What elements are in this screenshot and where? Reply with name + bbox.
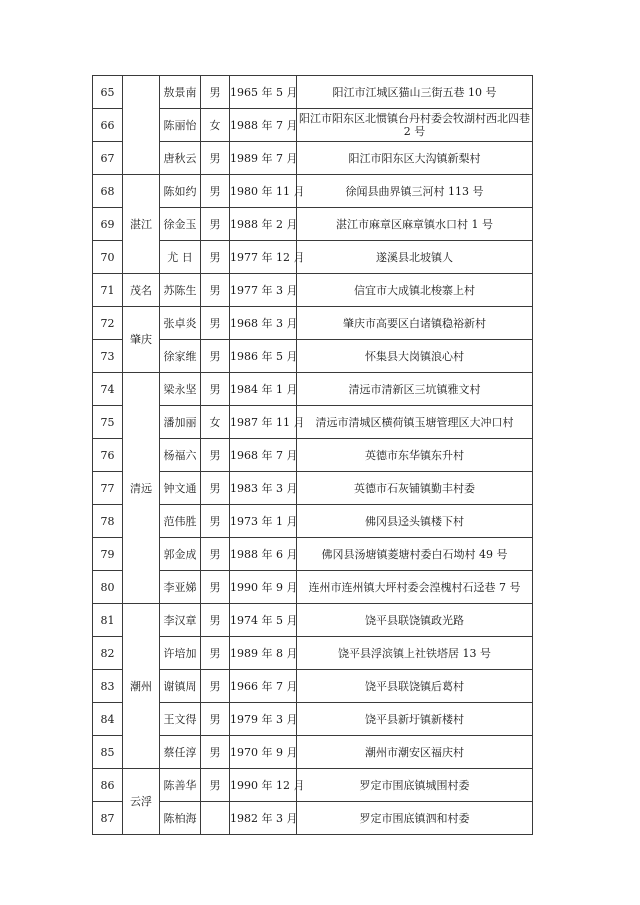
address-cell: 饶平县新圩镇新楼村	[297, 703, 533, 736]
city-cell	[123, 76, 160, 175]
table-row	[93, 373, 533, 406]
sex-cell: 男	[201, 472, 230, 505]
row-number: 68	[93, 175, 123, 208]
table-row	[93, 175, 533, 208]
name-cell: 苏陈生	[160, 274, 201, 307]
sex-cell: 男	[201, 142, 230, 175]
name-cell: 许培加	[160, 637, 201, 670]
birth-date-cell: 1974 年 5 月	[230, 604, 297, 637]
row-number: 74	[93, 373, 123, 406]
sex-cell: 男	[201, 307, 230, 340]
sex-cell: 男	[201, 505, 230, 538]
address-cell: 潮州市潮安区福庆村	[297, 736, 533, 769]
sex-cell: 男	[201, 274, 230, 307]
birth-date-cell: 1990 年 12 月	[230, 769, 297, 802]
name-cell: 谢镇周	[160, 670, 201, 703]
row-number: 83	[93, 670, 123, 703]
row-number: 79	[93, 538, 123, 571]
row-number: 70	[93, 241, 123, 274]
row-number: 85	[93, 736, 123, 769]
sex-cell: 男	[201, 538, 230, 571]
address-cell: 罗定市围底镇城围村委	[297, 769, 533, 802]
sex-cell	[201, 802, 230, 835]
address-cell: 信宜市大成镇北梭寨上村	[297, 274, 533, 307]
table-row	[93, 604, 533, 637]
name-cell: 陈如约	[160, 175, 201, 208]
sex-cell: 男	[201, 439, 230, 472]
address-cell: 徐闻县曲界镇三河村 113 号	[297, 175, 533, 208]
name-cell: 蔡任淳	[160, 736, 201, 769]
address-cell: 阳江市阳东区北惯镇台丹村委会牧湖村西北四巷 2 号	[297, 109, 533, 142]
address-cell: 阳江市江城区猫山三街五巷 10 号	[297, 76, 533, 109]
birth-date-cell: 1973 年 1 月	[230, 505, 297, 538]
birth-date-cell: 1980 年 11 月	[230, 175, 297, 208]
name-cell: 唐秋云	[160, 142, 201, 175]
name-cell: 李亚娣	[160, 571, 201, 604]
sex-cell: 女	[201, 406, 230, 439]
name-cell: 李汉章	[160, 604, 201, 637]
birth-date-cell: 1988 年 7 月	[230, 109, 297, 142]
name-cell: 徐家维	[160, 340, 201, 373]
city-cell: 云浮	[123, 769, 160, 835]
address-cell: 连州市连州镇大坪村委会湟槐村石迳巷 7 号	[297, 571, 533, 604]
address-cell: 饶平县联饶镇政光路	[297, 604, 533, 637]
city-cell: 茂名	[123, 274, 160, 307]
row-number: 84	[93, 703, 123, 736]
name-cell: 尤 日	[160, 241, 201, 274]
row-number: 76	[93, 439, 123, 472]
birth-date-cell: 1966 年 7 月	[230, 670, 297, 703]
name-cell: 徐金玉	[160, 208, 201, 241]
birth-date-cell: 1968 年 3 月	[230, 307, 297, 340]
birth-date-cell: 1965 年 5 月	[230, 76, 297, 109]
city-cell: 肇庆	[123, 307, 160, 373]
table-row	[93, 769, 533, 802]
name-cell: 杨福六	[160, 439, 201, 472]
row-number: 72	[93, 307, 123, 340]
address-cell: 湛江市麻章区麻章镇水口村 1 号	[297, 208, 533, 241]
row-number: 67	[93, 142, 123, 175]
birth-date-cell: 1977 年 3 月	[230, 274, 297, 307]
table-row	[93, 307, 533, 340]
name-cell: 郭金成	[160, 538, 201, 571]
address-cell: 清远市清城区横荷镇玉塘管理区大冲口村	[297, 406, 533, 439]
name-cell: 陈丽怡	[160, 109, 201, 142]
name-cell: 梁永坚	[160, 373, 201, 406]
birth-date-cell: 1990 年 9 月	[230, 571, 297, 604]
sex-cell: 男	[201, 208, 230, 241]
city-cell: 湛江	[123, 175, 160, 274]
name-cell: 张卓炎	[160, 307, 201, 340]
row-number: 73	[93, 340, 123, 373]
birth-date-cell: 1986 年 5 月	[230, 340, 297, 373]
birth-date-cell: 1984 年 1 月	[230, 373, 297, 406]
address-cell: 怀集县大岗镇浪心村	[297, 340, 533, 373]
sex-cell: 男	[201, 769, 230, 802]
address-cell: 英德市石灰铺镇勤丰村委	[297, 472, 533, 505]
name-cell: 王文得	[160, 703, 201, 736]
sex-cell: 男	[201, 241, 230, 274]
address-cell: 肇庆市高要区白诸镇稳裕新村	[297, 307, 533, 340]
birth-date-cell: 1979 年 3 月	[230, 703, 297, 736]
name-cell: 范伟胜	[160, 505, 201, 538]
row-number: 71	[93, 274, 123, 307]
birth-date-cell: 1968 年 7 月	[230, 439, 297, 472]
address-cell: 阳江市阳东区大沟镇新梨村	[297, 142, 533, 175]
row-number: 66	[93, 109, 123, 142]
sex-cell: 男	[201, 340, 230, 373]
sex-cell: 女	[201, 109, 230, 142]
sex-cell: 男	[201, 175, 230, 208]
table-row	[93, 76, 533, 109]
birth-date-cell: 1988 年 2 月	[230, 208, 297, 241]
sex-cell: 男	[201, 604, 230, 637]
name-cell: 敖景南	[160, 76, 201, 109]
address-cell: 罗定市围底镇泗和村委	[297, 802, 533, 835]
city-cell: 清远	[123, 373, 160, 604]
name-cell: 潘加丽	[160, 406, 201, 439]
birth-date-cell: 1989 年 7 月	[230, 142, 297, 175]
sex-cell: 男	[201, 670, 230, 703]
table-row	[93, 274, 533, 307]
sex-cell: 男	[201, 703, 230, 736]
roster-body	[93, 76, 533, 835]
birth-date-cell: 1989 年 8 月	[230, 637, 297, 670]
name-cell: 陈善华	[160, 769, 201, 802]
birth-date-cell: 1987 年 11 月	[230, 406, 297, 439]
city-cell: 潮州	[123, 604, 160, 769]
birth-date-cell: 1983 年 3 月	[230, 472, 297, 505]
sex-cell: 男	[201, 637, 230, 670]
row-number: 81	[93, 604, 123, 637]
address-cell: 饶平县联饶镇后葛村	[297, 670, 533, 703]
address-cell: 遂溪县北坡镇人	[297, 241, 533, 274]
row-number: 87	[93, 802, 123, 835]
row-number: 75	[93, 406, 123, 439]
sex-cell: 男	[201, 373, 230, 406]
birth-date-cell: 1970 年 9 月	[230, 736, 297, 769]
roster-table	[92, 75, 533, 835]
birth-date-cell: 1988 年 6 月	[230, 538, 297, 571]
row-number: 65	[93, 76, 123, 109]
birth-date-cell: 1982 年 3 月	[230, 802, 297, 835]
address-cell: 英德市东华镇东升村	[297, 439, 533, 472]
row-number: 80	[93, 571, 123, 604]
sex-cell: 男	[201, 736, 230, 769]
row-number: 86	[93, 769, 123, 802]
name-cell: 陈柏海	[160, 802, 201, 835]
row-number: 69	[93, 208, 123, 241]
address-cell: 佛冈县迳头镇楼下村	[297, 505, 533, 538]
address-cell: 饶平县浮滨镇上社铁塔居 13 号	[297, 637, 533, 670]
birth-date-cell: 1977 年 12 月	[230, 241, 297, 274]
name-cell: 钟文通	[160, 472, 201, 505]
sex-cell: 男	[201, 571, 230, 604]
sex-cell: 男	[201, 76, 230, 109]
row-number: 77	[93, 472, 123, 505]
address-cell: 佛冈县汤塘镇菱塘村委白石坳村 49 号	[297, 538, 533, 571]
row-number: 82	[93, 637, 123, 670]
row-number: 78	[93, 505, 123, 538]
address-cell: 清远市清新区三坑镇雅文村	[297, 373, 533, 406]
